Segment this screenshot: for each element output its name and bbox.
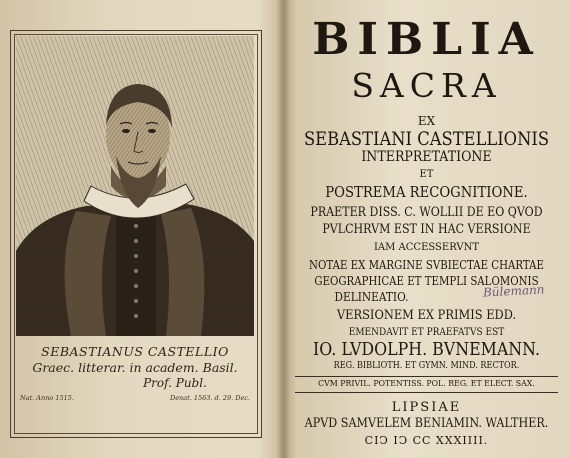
text-emendavit: EMENDAVIT ET PRAEFATVS EST	[348, 327, 505, 338]
caption-title: Graec. litterar. in academ. Basil.	[32, 360, 238, 375]
portrait-caption	[16, 340, 254, 432]
imprint-city: LIPSIAE	[391, 400, 462, 415]
portrait-engraving	[16, 36, 254, 336]
text-versionem: VERSIONEM EX PRIMIS EDD.	[336, 308, 517, 323]
divider-rule-bottom	[295, 392, 558, 393]
author-name: SEBASTIANI CASTELLIONIS	[303, 128, 550, 150]
death-date: Denat. 1563. d. 29. Dec.	[170, 394, 250, 402]
caption-profession: Prof. Publ.	[143, 376, 207, 390]
text-postrema: POSTREMA RECOGNITIONE.	[325, 183, 528, 201]
title-page	[283, 0, 570, 458]
imprint-publisher: APVD SAMVELEM BENIAMIN. WALTHER.	[304, 416, 549, 431]
text-geographicae: GEOGRAPHICAE ET TEMPLI SALOMONIS	[314, 274, 539, 288]
editor-title: REG. BIBLIOTH. ET GYMN. MIND. RECTOR.	[333, 361, 520, 371]
handwritten-signature: Bülemann	[482, 282, 545, 300]
divider-rule-top	[295, 376, 558, 377]
birth-date: Nat. Anno 1515.	[20, 394, 74, 402]
text-et: ET	[419, 169, 434, 180]
text-pulchrum: PVLCHRVM EST IN HAC VERSIONE	[322, 222, 531, 237]
imprint-year: CIↃ IↃ CC XXXIIII.	[364, 434, 489, 447]
title-sacra: SACRA	[351, 66, 502, 105]
editor-name: IO. LVDOLPH. BVNEMANN.	[312, 339, 541, 360]
text-delineatio: DELINEATIO.	[334, 290, 409, 304]
text-ex: EX	[417, 114, 436, 128]
portrait-illustration	[16, 36, 254, 336]
frontispiece-page	[0, 0, 283, 458]
text-iam: IAM ACCESSERVNT	[373, 242, 480, 253]
privilege-line: CVM PRIVIL. POTENTISS. POL. REG. ET ELECT. SAX.	[318, 379, 535, 389]
text-interpretatione: INTERPRETATIONE	[361, 149, 492, 165]
text-notae: NOTAE EX MARGINE SVBIECTAE CHARTAE	[309, 258, 544, 272]
title-biblia: BIBLIA	[312, 14, 541, 65]
text-praeter: PRAETER DISS. C. WOLLII DE EO QVOD	[310, 205, 543, 220]
caption-name: SEBASTIANUS CASTELLIO	[41, 344, 229, 359]
